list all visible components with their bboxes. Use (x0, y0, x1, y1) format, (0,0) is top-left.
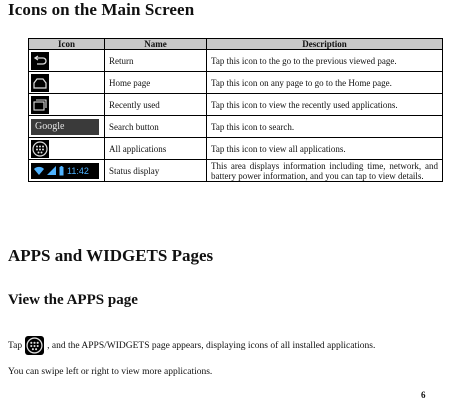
row-name: Return (105, 50, 207, 72)
swipe-instruction: You can swipe left or right to view more applications. (8, 367, 213, 377)
column-header-name: Name (105, 39, 207, 50)
battery-icon (59, 166, 64, 176)
row-name: Search button (105, 116, 207, 138)
row-name: Recently used (105, 94, 207, 116)
icons-table (28, 38, 443, 182)
tap-text-after: , and the APPS/WIDGETS page appears, displaying icons of all installed applications. (47, 340, 376, 351)
table-row (29, 50, 443, 72)
tap-instruction (8, 336, 375, 355)
subsection-title-view-apps: View the APPS page (8, 292, 138, 308)
recent-apps-icon (31, 96, 49, 114)
wifi-icon (34, 166, 44, 175)
table-header-row (29, 39, 443, 50)
row-name: Status display (105, 160, 207, 182)
column-header-description: Description (207, 39, 443, 50)
row-description: Tap this icon to the go to the previous viewed page. (207, 50, 443, 72)
row-description: Tap this icon to search. (207, 116, 443, 138)
table-row (29, 116, 443, 138)
row-description: Tap this icon to view all applications. (207, 138, 443, 160)
home-icon (31, 74, 49, 92)
all-apps-icon (31, 140, 49, 158)
row-name: All applications (105, 138, 207, 160)
google-search-icon: Google (31, 119, 99, 135)
row-name: Home page (105, 72, 207, 94)
signal-icon (47, 166, 56, 175)
section-title-apps-widgets: APPS and WIDGETS Pages (8, 246, 214, 265)
return-icon (31, 52, 49, 70)
all-apps-icon (25, 336, 44, 355)
row-description: This area displays information including time, network, and battery power information, and you can tap to view details. (207, 160, 443, 182)
table-row (29, 138, 443, 160)
row-description: Tap this icon to view the recently used applications. (207, 94, 443, 116)
section-title-icons: Icons on the Main Screen (8, 0, 195, 19)
table-row (29, 94, 443, 116)
table-row (29, 160, 443, 182)
table-row (29, 72, 443, 94)
tap-text-before: Tap (8, 340, 23, 351)
page-number: 6 (421, 390, 426, 400)
row-description: Tap this icon on any page to go to the Home page. (207, 72, 443, 94)
status-display-icon (31, 163, 99, 179)
column-header-icon: Icon (29, 39, 105, 50)
status-time: 11:42 (67, 165, 89, 176)
